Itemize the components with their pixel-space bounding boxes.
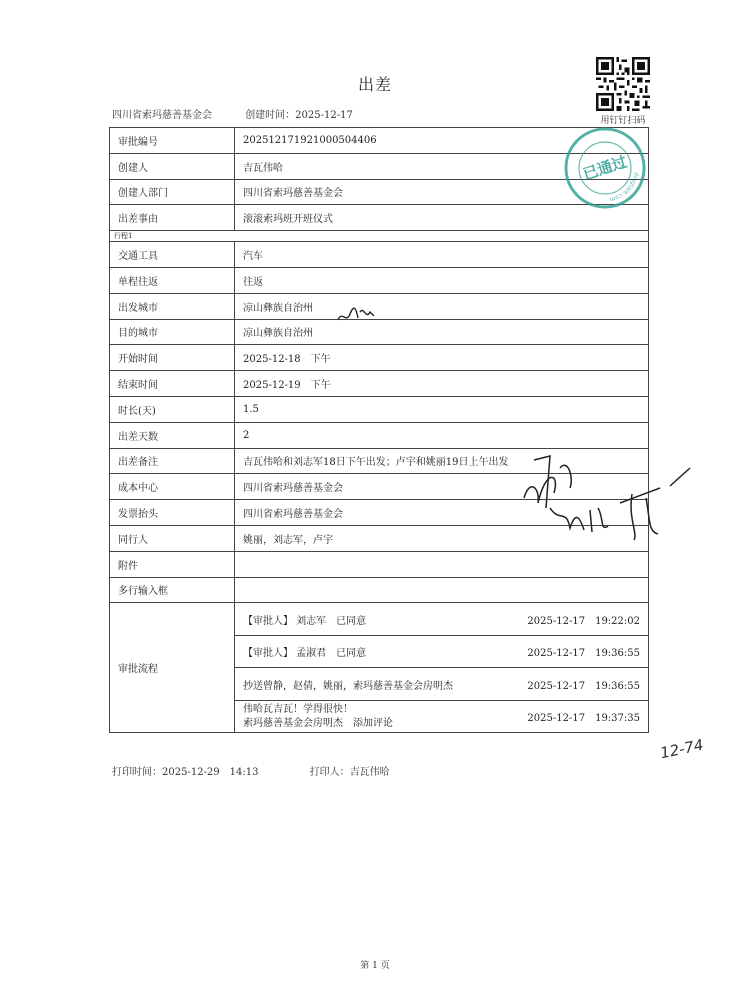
row-label: 单程往返 (110, 267, 235, 293)
qr-code-icon (596, 57, 650, 111)
section-label: 行程1 (110, 231, 649, 242)
row-value: 凉山彝族自治州 (235, 293, 649, 319)
row-label: 成本中心 (110, 474, 235, 500)
row-value: 凉山彝族自治州 (235, 319, 649, 345)
page-number: 第 1 页 (360, 961, 390, 971)
table-row (110, 396, 649, 422)
row-value: 吉瓦伟哈 (235, 153, 649, 179)
table-row (110, 293, 649, 319)
row-value: 四川省索玛慈善基金会 (235, 179, 649, 205)
handwritten-signature-icon (520, 448, 700, 548)
organization-name: 四川省索玛慈善基金会 (112, 110, 212, 121)
row-value: 2025-12-18 下午 (235, 345, 649, 371)
print-info (112, 763, 390, 778)
svg-text:dingtalk.com (609, 171, 640, 202)
row-label: 附件 (110, 551, 235, 577)
flow-text: 【审批人】 孟淑君 已同意 (235, 635, 512, 668)
stamp-ring-text: dingtalk.com (608, 171, 640, 203)
header-info (112, 106, 353, 121)
flow-text: 抄送曾静，赵倩，姚丽，索玛慈善基金会房明杰 (235, 668, 512, 701)
row-label: 同行人 (110, 525, 235, 551)
row-label: 交通工具 (110, 242, 235, 268)
approved-stamp-icon (563, 126, 647, 210)
row-value: 汽车 (235, 242, 649, 268)
stamp-text: 已通过 (580, 152, 630, 184)
printer-name: 打印人：吉瓦伟哈 (309, 767, 390, 778)
print-time: 打印时间：2025-12-29 14:13 (112, 767, 259, 778)
row-value (235, 551, 649, 577)
table-row (110, 577, 649, 603)
document-title: 出差 (357, 75, 392, 94)
flow-time: 2025-12-17 19:36:55 (512, 668, 648, 701)
row-label: 目的城市 (110, 319, 235, 345)
approval-table (109, 127, 649, 733)
flow-time: 2025-12-17 19:36:55 (512, 635, 648, 668)
approval-flow-row (110, 603, 649, 733)
flow-comment (235, 700, 512, 732)
row-label: 出差事由 (110, 205, 235, 231)
table-row (110, 371, 649, 397)
flow-item (235, 668, 648, 701)
row-value: 四川省索玛慈善基金会 (235, 474, 649, 500)
table-row (110, 242, 649, 268)
row-value: 姚丽，刘志军，卢宇 (235, 525, 649, 551)
row-label: 创建人部门 (110, 179, 235, 205)
row-label: 开始时间 (110, 345, 235, 371)
row-label: 结束时间 (110, 371, 235, 397)
section-row (110, 231, 649, 242)
table-row (110, 551, 649, 577)
flow-cell (235, 603, 649, 733)
flow-item (235, 603, 648, 635)
row-value: 2025-12-19 下午 (235, 371, 649, 397)
row-label: 时长(天) (110, 396, 235, 422)
row-value (235, 577, 649, 603)
qr-code-block (593, 57, 653, 126)
qr-caption: 用钉钉扫码 (600, 116, 646, 126)
flow-item (235, 700, 648, 732)
flow-text: 【审批人】 刘志军 已同意 (235, 603, 512, 635)
table-row (110, 422, 649, 448)
row-label: 出差备注 (110, 448, 235, 474)
flow-item (235, 635, 648, 668)
row-label: 多行输入框 (110, 577, 235, 603)
approval-flow (235, 603, 648, 732)
created-time: 创建时间：2025-12-17 (245, 110, 353, 121)
flow-text: 伟哈瓦吉瓦！学得很快！ (243, 703, 353, 715)
row-label: 出差天数 (110, 422, 235, 448)
flow-label: 审批流程 (110, 603, 235, 733)
row-value: 2 (235, 422, 649, 448)
row-label: 发票抬头 (110, 500, 235, 526)
flow-text-secondary: 索玛慈善基金会房明杰 添加评论 (243, 717, 393, 729)
row-value: 四川省索玛慈善基金会 (235, 500, 649, 526)
row-label: 出发城市 (110, 293, 235, 319)
table-row (110, 267, 649, 293)
table-row (110, 345, 649, 371)
row-value: 吉瓦伟哈和刘志军18日下午出发；卢宇和姚丽19日上午出发 (235, 448, 649, 474)
signature-mark-icon (336, 302, 376, 328)
row-value: 202512171921000504406 (235, 128, 649, 154)
handwritten-note: 12-74 (658, 735, 705, 763)
row-value: 1.5 (235, 396, 649, 422)
table-row (110, 319, 649, 345)
flow-time: 2025-12-17 19:37:35 (527, 713, 640, 725)
row-value: 往返 (235, 267, 649, 293)
flow-time: 2025-12-17 19:22:02 (512, 603, 648, 635)
row-label: 创建人 (110, 153, 235, 179)
row-label: 审批编号 (110, 128, 235, 154)
row-value: 滚滚索玛班开班仪式 (235, 205, 649, 231)
